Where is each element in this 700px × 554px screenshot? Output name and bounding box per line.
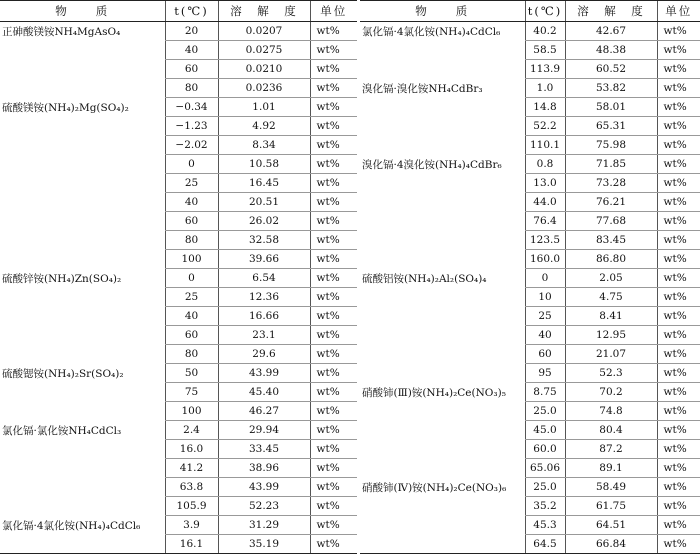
- table-row: [360, 22, 700, 41]
- unit-cell: wt%: [310, 288, 357, 307]
- temperature-cell: 60.0: [525, 440, 565, 459]
- solubility-cell: 71.85: [565, 155, 657, 174]
- solubility-cell: 43.99: [218, 364, 310, 383]
- substance-cell: [0, 459, 165, 478]
- unit-cell: wt%: [657, 250, 700, 269]
- unit-cell: wt%: [657, 383, 700, 402]
- solubility-cell: 66.84: [565, 535, 657, 554]
- solubility-cell: 4.75: [565, 288, 657, 307]
- unit-cell: wt%: [657, 516, 700, 535]
- temperature-cell: 25: [525, 307, 565, 326]
- unit-cell: wt%: [310, 98, 357, 117]
- temperature-cell: 25.0: [525, 402, 565, 421]
- solubility-cell: 6.54: [218, 269, 310, 288]
- temperature-cell: 8.75: [525, 383, 565, 402]
- table-row: [360, 288, 700, 307]
- solubility-cell: 46.27: [218, 402, 310, 421]
- table-row: [0, 136, 357, 155]
- temperature-cell: 60: [165, 60, 218, 79]
- solubility-cell: 74.8: [565, 402, 657, 421]
- table-row: [0, 79, 357, 98]
- substance-cell: [0, 497, 165, 516]
- solubility-cell: 61.75: [565, 497, 657, 516]
- unit-cell: wt%: [310, 383, 357, 402]
- temperature-cell: 0: [525, 269, 565, 288]
- solubility-cell: 16.45: [218, 174, 310, 193]
- unit-cell: wt%: [310, 155, 357, 174]
- unit-cell: wt%: [657, 79, 700, 98]
- substance-cell: [360, 60, 525, 79]
- unit-cell: wt%: [657, 345, 700, 364]
- solubility-cell: 0.0236: [218, 79, 310, 98]
- solubility-cell: 26.02: [218, 212, 310, 231]
- table-row: [0, 41, 357, 60]
- solubility-cell: 70.2: [565, 383, 657, 402]
- header-temperature: t(℃): [525, 1, 565, 22]
- temperature-cell: 60: [165, 326, 218, 345]
- solubility-cell: 58.49: [565, 478, 657, 497]
- table-row: [360, 326, 700, 345]
- solubility-cell: 16.66: [218, 307, 310, 326]
- header-substance: 物 质: [360, 1, 525, 22]
- solubility-cell: 45.40: [218, 383, 310, 402]
- header-unit: 单位: [310, 1, 357, 22]
- solubility-cell: 77.68: [565, 212, 657, 231]
- substance-cell: [360, 307, 525, 326]
- unit-cell: wt%: [657, 478, 700, 497]
- table-row: [0, 345, 357, 364]
- substance-cell: 硫酸镁铵(NH₄)₂Mg(SO₄)₂: [2, 101, 129, 114]
- temperature-cell: −0.34: [165, 98, 218, 117]
- table-row: [360, 98, 700, 117]
- temperature-cell: 40: [525, 326, 565, 345]
- substance-cell: [360, 212, 525, 231]
- temperature-cell: 25: [165, 174, 218, 193]
- table-row: [360, 516, 700, 535]
- unit-cell: wt%: [657, 326, 700, 345]
- table-row: [0, 22, 357, 41]
- solubility-cell: 10.58: [218, 155, 310, 174]
- unit-cell: wt%: [310, 250, 357, 269]
- solubility-cell: 52.23: [218, 497, 310, 516]
- table-row: [0, 231, 357, 250]
- solubility-cell: 1.01: [218, 98, 310, 117]
- solubility-cell: 80.4: [565, 421, 657, 440]
- solubility-cell: 0.0275: [218, 41, 310, 60]
- temperature-cell: 40.2: [525, 22, 565, 41]
- substance-cell: [360, 117, 525, 136]
- header-substance: 物 质: [0, 1, 165, 22]
- temperature-cell: 16.0: [165, 440, 218, 459]
- substance-cell: [360, 193, 525, 212]
- substance-cell: [360, 402, 525, 421]
- substance-cell: 硫酸锌铵(NH₄)Zn(SO₄)₂: [2, 272, 122, 285]
- table-row: [360, 497, 700, 516]
- substance-cell: [0, 535, 165, 554]
- substance-cell: 硝酸铈(Ⅳ)铵(NH₄)₂Ce(NO₃)₆: [362, 481, 507, 494]
- temperature-cell: 16.1: [165, 535, 218, 554]
- table-row: [0, 459, 357, 478]
- table-row: [360, 478, 700, 497]
- solubility-cell: 39.66: [218, 250, 310, 269]
- table-row: [0, 193, 357, 212]
- table-row: [0, 383, 357, 402]
- substance-cell: 氯化镉·4氯化铵(NH₄)₄CdCl₆: [2, 519, 141, 532]
- substance-cell: [360, 440, 525, 459]
- table-row: [0, 269, 357, 288]
- substance-cell: [0, 440, 165, 459]
- temperature-cell: 25.0: [525, 478, 565, 497]
- unit-cell: wt%: [657, 269, 700, 288]
- substance-cell: [0, 212, 165, 231]
- substance-cell: [0, 250, 165, 269]
- table-row: [0, 326, 357, 345]
- temperature-cell: 45.0: [525, 421, 565, 440]
- unit-cell: wt%: [657, 155, 700, 174]
- solubility-cell: 53.82: [565, 79, 657, 98]
- solubility-cell: 35.19: [218, 535, 310, 554]
- temperature-cell: 44.0: [525, 193, 565, 212]
- substance-cell: [360, 497, 525, 516]
- table-row: [360, 155, 700, 174]
- temperature-cell: 0: [165, 269, 218, 288]
- temperature-cell: 60: [165, 212, 218, 231]
- substance-cell: [360, 459, 525, 478]
- temperature-cell: 160.0: [525, 250, 565, 269]
- unit-cell: wt%: [310, 535, 357, 554]
- temperature-cell: 2.4: [165, 421, 218, 440]
- solubility-cell: 89.1: [565, 459, 657, 478]
- unit-cell: wt%: [657, 41, 700, 60]
- table-row: [0, 535, 357, 554]
- temperature-cell: −1.23: [165, 117, 218, 136]
- substance-cell: [0, 288, 165, 307]
- unit-cell: wt%: [657, 60, 700, 79]
- unit-cell: wt%: [310, 326, 357, 345]
- substance-cell: [360, 174, 525, 193]
- table-header-row: [0, 1, 357, 22]
- substance-cell: 硝酸铈(Ⅲ)铵(NH₄)₂Ce(NO₃)₅: [362, 386, 506, 399]
- table-row: [0, 307, 357, 326]
- temperature-cell: 60: [525, 345, 565, 364]
- temperature-cell: 0: [165, 155, 218, 174]
- solubility-cell: 83.45: [565, 231, 657, 250]
- unit-cell: wt%: [310, 212, 357, 231]
- temperature-cell: 100: [165, 402, 218, 421]
- substance-cell: [0, 307, 165, 326]
- solubility-cell: 29.94: [218, 421, 310, 440]
- temperature-cell: 45.3: [525, 516, 565, 535]
- table-row: [360, 212, 700, 231]
- table-row: [0, 516, 357, 535]
- unit-cell: wt%: [310, 22, 357, 41]
- unit-cell: wt%: [657, 459, 700, 478]
- solubility-cell: 60.52: [565, 60, 657, 79]
- table-row: [0, 155, 357, 174]
- solubility-cell: 87.2: [565, 440, 657, 459]
- table-row: [360, 117, 700, 136]
- substance-cell: [360, 421, 525, 440]
- table-row: [360, 231, 700, 250]
- solubility-cell: 12.36: [218, 288, 310, 307]
- table-row: [360, 136, 700, 155]
- temperature-cell: 40: [165, 193, 218, 212]
- unit-cell: wt%: [310, 136, 357, 155]
- substance-cell: [360, 516, 525, 535]
- unit-cell: wt%: [657, 402, 700, 421]
- solubility-cell: 29.6: [218, 345, 310, 364]
- solubility-cell: 48.38: [565, 41, 657, 60]
- table-row: [360, 402, 700, 421]
- substance-cell: [0, 193, 165, 212]
- table-body-right: [360, 22, 700, 554]
- substance-cell: 氯化镉·4氯化铵(NH₄)₄CdCl₆: [362, 25, 501, 38]
- unit-cell: wt%: [310, 41, 357, 60]
- unit-cell: wt%: [657, 98, 700, 117]
- solubility-cell: 73.28: [565, 174, 657, 193]
- unit-cell: wt%: [657, 497, 700, 516]
- table-row: [0, 402, 357, 421]
- substance-cell: [0, 326, 165, 345]
- temperature-cell: 41.2: [165, 459, 218, 478]
- unit-cell: wt%: [310, 269, 357, 288]
- unit-cell: wt%: [310, 402, 357, 421]
- temperature-cell: 40: [165, 41, 218, 60]
- unit-cell: wt%: [310, 60, 357, 79]
- table-row: [0, 117, 357, 136]
- table-row: [360, 535, 700, 554]
- table-row: [360, 307, 700, 326]
- solubility-cell: 64.51: [565, 516, 657, 535]
- temperature-cell: 75: [165, 383, 218, 402]
- unit-cell: wt%: [310, 478, 357, 497]
- header-temperature: t(℃): [165, 1, 218, 22]
- unit-cell: wt%: [657, 174, 700, 193]
- unit-cell: wt%: [310, 231, 357, 250]
- table-row: [360, 269, 700, 288]
- table-row: [0, 212, 357, 231]
- unit-cell: wt%: [657, 136, 700, 155]
- header-unit: 单位: [657, 1, 700, 22]
- solubility-cell: 43.99: [218, 478, 310, 497]
- solubility-cell: 21.07: [565, 345, 657, 364]
- temperature-cell: 20: [165, 22, 218, 41]
- solubility-cell: 0.0207: [218, 22, 310, 41]
- table-row: [360, 41, 700, 60]
- unit-cell: wt%: [657, 421, 700, 440]
- temperature-cell: 80: [165, 231, 218, 250]
- substance-cell: [360, 231, 525, 250]
- temperature-cell: 58.5: [525, 41, 565, 60]
- solubility-cell: 33.45: [218, 440, 310, 459]
- table-row: [0, 98, 357, 117]
- solubility-cell: 8.41: [565, 307, 657, 326]
- solubility-cell: 32.58: [218, 231, 310, 250]
- substance-cell: [360, 288, 525, 307]
- unit-cell: wt%: [310, 516, 357, 535]
- substance-cell: [360, 98, 525, 117]
- unit-cell: wt%: [310, 421, 357, 440]
- substance-cell: [360, 136, 525, 155]
- temperature-cell: 14.8: [525, 98, 565, 117]
- unit-cell: wt%: [310, 117, 357, 136]
- substance-cell: [0, 41, 165, 60]
- substance-cell: [360, 535, 525, 554]
- solubility-cell: 12.95: [565, 326, 657, 345]
- substance-cell: [0, 478, 165, 497]
- temperature-cell: 76.4: [525, 212, 565, 231]
- temperature-cell: 123.5: [525, 231, 565, 250]
- table-row: [0, 421, 357, 440]
- unit-cell: wt%: [657, 440, 700, 459]
- table-body-left: [0, 22, 357, 554]
- solubility-cell: 4.92: [218, 117, 310, 136]
- temperature-cell: 80: [165, 79, 218, 98]
- temperature-cell: 35.2: [525, 497, 565, 516]
- temperature-cell: 25: [165, 288, 218, 307]
- table-row: [360, 383, 700, 402]
- substance-cell: [360, 364, 525, 383]
- substance-cell: [0, 383, 165, 402]
- unit-cell: wt%: [310, 174, 357, 193]
- temperature-cell: 110.1: [525, 136, 565, 155]
- substance-cell: [360, 326, 525, 345]
- solubility-cell: 20.51: [218, 193, 310, 212]
- table-row: [360, 250, 700, 269]
- solubility-cell: 42.67: [565, 22, 657, 41]
- unit-cell: wt%: [657, 117, 700, 136]
- substance-cell: [0, 174, 165, 193]
- table-row: [360, 364, 700, 383]
- unit-cell: wt%: [657, 364, 700, 383]
- substance-cell: 溴化镉·溴化铵NH₄CdBr₃: [362, 82, 483, 95]
- unit-cell: wt%: [657, 288, 700, 307]
- table-row: [0, 440, 357, 459]
- table-row: [0, 250, 357, 269]
- substance-cell: [0, 155, 165, 174]
- temperature-cell: 40: [165, 307, 218, 326]
- temperature-cell: 80: [165, 345, 218, 364]
- solubility-cell: 2.05: [565, 269, 657, 288]
- temperature-cell: 105.9: [165, 497, 218, 516]
- substance-cell: [360, 345, 525, 364]
- solubility-cell: 38.96: [218, 459, 310, 478]
- substance-cell: [0, 60, 165, 79]
- substance-cell: 氯化镉·氯化铵NH₄CdCl₃: [2, 424, 122, 437]
- temperature-cell: 13.0: [525, 174, 565, 193]
- unit-cell: wt%: [657, 22, 700, 41]
- solubility-cell: 75.98: [565, 136, 657, 155]
- temperature-cell: 64.5: [525, 535, 565, 554]
- unit-cell: wt%: [310, 307, 357, 326]
- table-row: [360, 174, 700, 193]
- unit-cell: wt%: [657, 193, 700, 212]
- temperature-cell: 95: [525, 364, 565, 383]
- table-row: [360, 459, 700, 478]
- temperature-cell: 63.8: [165, 478, 218, 497]
- temperature-cell: 52.2: [525, 117, 565, 136]
- substance-cell: 硫酸锶铵(NH₄)₂Sr(SO₄)₂: [2, 367, 124, 380]
- header-solubility: 溶 解 度: [218, 1, 310, 22]
- substance-cell: [0, 402, 165, 421]
- solubility-cell: 52.3: [565, 364, 657, 383]
- unit-cell: wt%: [657, 231, 700, 250]
- substance-cell: [0, 79, 165, 98]
- table-row: [360, 421, 700, 440]
- table-row: [0, 174, 357, 193]
- table-row: [0, 288, 357, 307]
- substance-cell: [360, 41, 525, 60]
- solubility-cell: 0.0210: [218, 60, 310, 79]
- table-row: [0, 497, 357, 516]
- solubility-table-right: [360, 0, 700, 554]
- table-row: [0, 364, 357, 383]
- table-row: [0, 60, 357, 79]
- substance-cell: 硫酸铝铵(NH₄)₂Al₂(SO₄)₄: [362, 272, 487, 285]
- temperature-cell: 100: [165, 250, 218, 269]
- table-row: [0, 478, 357, 497]
- solubility-cell: 65.31: [565, 117, 657, 136]
- temperature-cell: 50: [165, 364, 218, 383]
- unit-cell: wt%: [657, 307, 700, 326]
- unit-cell: wt%: [310, 193, 357, 212]
- table-row: [360, 79, 700, 98]
- solubility-cell: 58.01: [565, 98, 657, 117]
- substance-cell: [0, 345, 165, 364]
- temperature-cell: 113.9: [525, 60, 565, 79]
- temperature-cell: 10: [525, 288, 565, 307]
- unit-cell: wt%: [657, 212, 700, 231]
- temperature-cell: 3.9: [165, 516, 218, 535]
- temperature-cell: 0.8: [525, 155, 565, 174]
- temperature-cell: 65.06: [525, 459, 565, 478]
- table-header-row: [360, 1, 700, 22]
- substance-cell: 正砷酸镁铵NH₄MgAsO₄: [2, 25, 121, 38]
- substance-cell: 溴化镉·4溴化铵(NH₄)₄CdBr₆: [362, 158, 502, 171]
- substance-cell: [0, 136, 165, 155]
- table-row: [360, 345, 700, 364]
- solubility-cell: 23.1: [218, 326, 310, 345]
- unit-cell: wt%: [310, 79, 357, 98]
- table-row: [360, 60, 700, 79]
- table-row: [360, 193, 700, 212]
- unit-cell: wt%: [310, 440, 357, 459]
- substance-cell: [360, 250, 525, 269]
- substance-cell: [0, 231, 165, 250]
- solubility-cell: 76.21: [565, 193, 657, 212]
- unit-cell: wt%: [657, 535, 700, 554]
- temperature-cell: 1.0: [525, 79, 565, 98]
- temperature-cell: −2.02: [165, 136, 218, 155]
- header-solubility: 溶 解 度: [565, 1, 657, 22]
- table-row: [360, 440, 700, 459]
- unit-cell: wt%: [310, 459, 357, 478]
- solubility-cell: 8.34: [218, 136, 310, 155]
- solubility-cell: 31.29: [218, 516, 310, 535]
- unit-cell: wt%: [310, 497, 357, 516]
- unit-cell: wt%: [310, 345, 357, 364]
- solubility-cell: 86.80: [565, 250, 657, 269]
- unit-cell: wt%: [310, 364, 357, 383]
- substance-cell: [0, 117, 165, 136]
